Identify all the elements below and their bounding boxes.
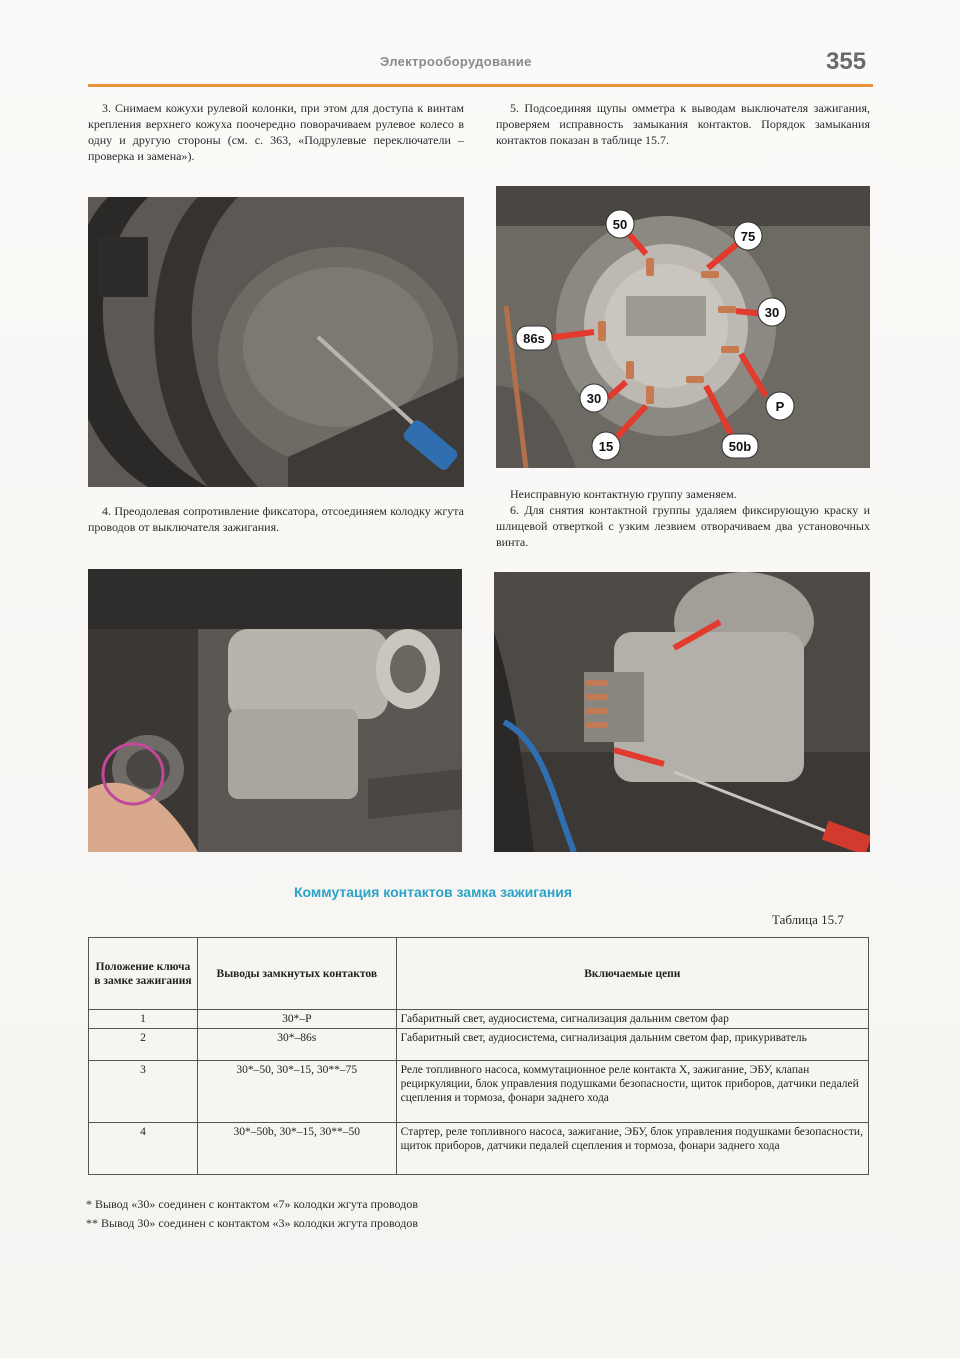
step-5-text: 5. Подсоединяя щупы омметра к выводам выключателя зажигания, проверяем исправность замыкания контактов. Порядок замыкания контактов показан в таблице 15.7. xyxy=(496,101,870,147)
col-header-contacts: Выводы замкнутых контактов xyxy=(197,938,396,1010)
callout-30-left: 30 xyxy=(586,391,602,406)
table-row xyxy=(89,1010,869,1029)
cell-circuits: Стартер, реле топливного насоса, зажигание, ЭБУ, блок управления подушками безопасности, щиток приборов, датчики педалей сцепления и тормоза, фонари заднего хода xyxy=(396,1123,868,1175)
footnote-2: ** Вывод 30» соединен с контактом «3» колодки жгута проводов xyxy=(86,1216,418,1230)
cell-position: 4 xyxy=(89,1123,198,1175)
footnote-1: * Вывод «30» соединен с контактом «7» колодки жгута проводов xyxy=(86,1197,418,1211)
table-row xyxy=(89,1029,869,1061)
callout-50b: 50b xyxy=(728,439,752,454)
col-header-key-position: Положение ключа в замке зажигания xyxy=(89,938,198,1010)
step-6-text: Неисправную контактную группу заменяем. 6. Для снятия контактной группы удаляем фиксирующую краску и шлицевой отверткой с узким лезвием отворачиваем два установочных винта. xyxy=(496,487,870,549)
col-header-circuits: Включаемые цепи xyxy=(396,938,868,1010)
cell-position: 2 xyxy=(89,1029,198,1061)
step-3-text: 3. Снимаем кожухи рулевой колонки, при этом для доступа к винтам крепления верхнего кожуха поочередно поворачиваем рулевое колесо в одну и другую стороны (см. с. 363, «Подрулевые переключатели – проверка и замена»). xyxy=(88,101,464,163)
table-header-row xyxy=(89,938,869,1010)
table-row xyxy=(89,1123,869,1175)
section-title: Коммутация контактов замка зажигания xyxy=(294,884,573,900)
callout-86s: 86s xyxy=(523,331,545,346)
callout-50: 50 xyxy=(612,217,628,232)
photo-ignition-switch-connector xyxy=(88,569,462,852)
table-row xyxy=(89,1061,869,1123)
callout-75: 75 xyxy=(740,229,756,244)
step-4-text: 4. Преодолевая сопротивление фиксатора, отсоединяем колодку жгута проводов от выключателя зажигания. xyxy=(88,504,464,534)
callout-30-right: 30 xyxy=(764,305,780,320)
photo-steering-column xyxy=(88,197,464,487)
cell-circuits: Реле топливного насоса, коммутационное реле контакта X, зажигание, ЭБУ, клапан рециркуляции, блок управления подушками безопасности, щиток приборов, датчики педалей сцепления и тормоза, фонари заднего хода xyxy=(396,1061,868,1123)
cell-contacts: 30*–P xyxy=(197,1010,396,1029)
cell-circuits: Габаритный свет, аудиосистема, сигнализация дальним светом фар, прикуриватель xyxy=(396,1029,868,1061)
cell-circuits: Габаритный свет, аудиосистема, сигнализация дальним светом фар xyxy=(396,1010,868,1029)
header-rule xyxy=(88,84,873,87)
cell-position: 3 xyxy=(89,1061,198,1123)
callout-15: 15 xyxy=(598,439,614,454)
cell-position: 1 xyxy=(89,1010,198,1029)
cell-contacts: 30*–50, 30*–15, 30**–75 xyxy=(197,1061,396,1123)
running-header-title: Электрооборудование xyxy=(380,54,532,69)
callout-p: P xyxy=(775,399,785,414)
cell-contacts: 30*–50b, 30*–15, 30**–50 xyxy=(197,1123,396,1175)
photo-set-screws xyxy=(494,572,870,852)
cell-contacts: 30*–86s xyxy=(197,1029,396,1061)
table-caption: Таблица 15.7 xyxy=(772,912,844,927)
ignition-contacts-table xyxy=(88,937,869,1175)
page-number: 355 xyxy=(826,48,867,75)
photo-contact-group xyxy=(496,186,870,468)
